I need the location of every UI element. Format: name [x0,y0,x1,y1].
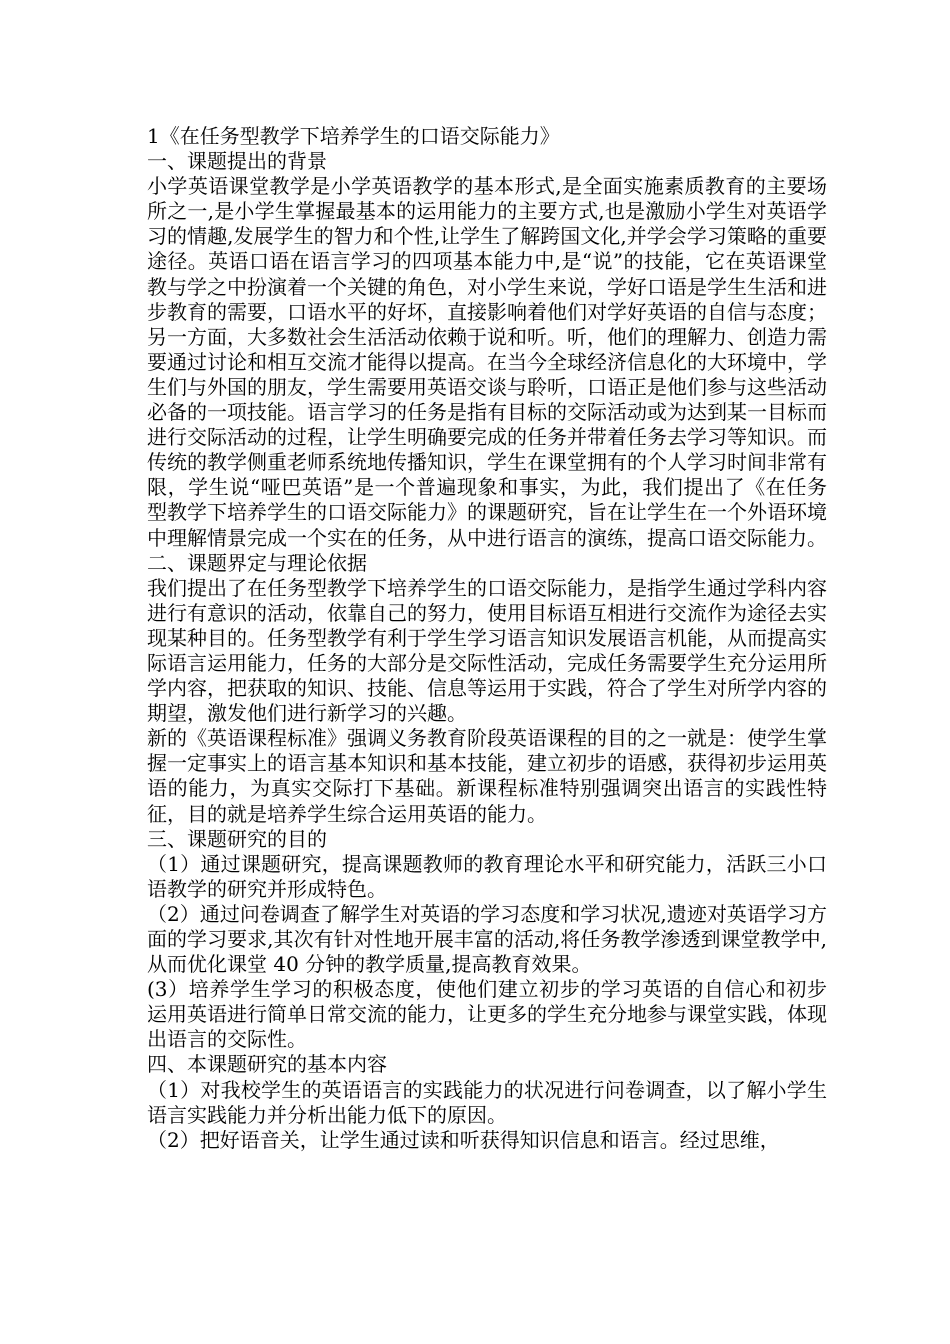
paragraph-purpose-3: (3）培养学生学习的积极态度，使他们建立初步的学习英语的自信心和初步运用英语进行简单日常交流的能力，让更多的学生充分地参与课堂实践，体现出语言的交际性。 [147,977,827,1052]
paragraph-definition-2: 新的《英语课程标准》强调义务教育阶段英语课程的目的之一就是：使学生掌握一定事实上的语言基本知识和基本技能，建立初步的语感，获得初步运用英语的能力，为真实交际打下基础。新课程标准特别强调突出语言的实践性特征，目的就是培养学生综合运用英语的能力。 [147,726,827,826]
paragraph-background: 小学英语课堂教学是小学英语教学的基本形式,是全面实施素质教育的主要场所之一,是小学生掌握最基本的运用能力的主要方式,也是激励小学生对英语学习的情趣,发展学生的智力和个性,让学生了解跨国文化,并学会学习策略的重要途径。英语口语在语言学习的四项基本能力中,是“说”的技能，它在英语课堂教与学之中扮演着一个关键的角色，对小学生来说，学好口语是学生生活和进步教育的需要，口语水平的好坏，直接影响着他们对学好英语的自信与态度；另一方面，大多数社会生活活动依赖于说和听。听，他们的理解力、创造力需要通过讨论和相互交流才能得以提高。在当今全球经济信息化的大环境中，学生们与外国的朋友，学生需要用英语交谈与聆听，口语正是他们参与这些活动必备的一项技能。语言学习的任务是指有目标的交际活动或为达到某一目标而进行交际活动的过程，让学生明确要完成的任务并带着任务去学习等知识。而传统的教学侧重老师系统地传播知识，学生在课堂拥有的个人学习时间非常有限，学生说“哑巴英语”是一个普遍现象和事实，为此，我们提出了《在任务型教学下培养学生的口语交际能力》的课题研究，旨在让学生在一个外语环境中理解情景完成一个实在的任务，从中进行语言的演练，提高口语交际能力。 [147,174,827,550]
section-heading-background: 一、课题提出的背景 [147,149,327,174]
paragraph-purpose-1: （1）通过课题研究，提高课题教师的教育理论水平和研究能力，活跃三小口语教学的研究并形成特色。 [147,851,827,901]
section-heading-definition: 二、课题界定与理论依据 [147,550,367,575]
section-heading-purpose: 三、课题研究的目的 [147,826,327,851]
document-title: 1《在任务型教学下培养学生的口语交际能力》 [147,124,560,148]
paragraph-content-2: （2）把好语音关，让学生通过读和听获得知识信息和语言。经过思维， [147,1127,780,1152]
paragraph-content-1: （1）对我校学生的英语语言的实践能力的状况进行问卷调查，以了解小学生语言实践能力并分析出能力低下的原因。 [147,1077,827,1127]
section-heading-content: 四、本课题研究的基本内容 [147,1052,387,1077]
paragraph-definition-1: 我们提出了在任务型教学下培养学生的口语交际能力，是指学生通过学科内容进行有意识的活动，依靠自己的努力，使用目标语互相进行交流作为途径去实现某种目的。任务型教学有利于学生学习语言知识发展语言机能，从而提高实际语言运用能力，任务的大部分是交际性活动，完成任务需要学生充分运用所学内容，把获取的知识、技能、信息等运用于实践，符合了学生对所学内容的期望，激发他们进行新学习的兴趣。 [147,575,827,726]
paragraph-purpose-2: （2）通过问卷调查了解学生对英语的学习态度和学习状况,遗迹对英语学习方面的学习要求,其次有针对性地开展丰富的活动,将任务教学渗透到课堂教学中,从而优化课堂 40 分钟的教学质量,提高教育效果。 [147,901,827,977]
document-page [147,124,827,1153]
